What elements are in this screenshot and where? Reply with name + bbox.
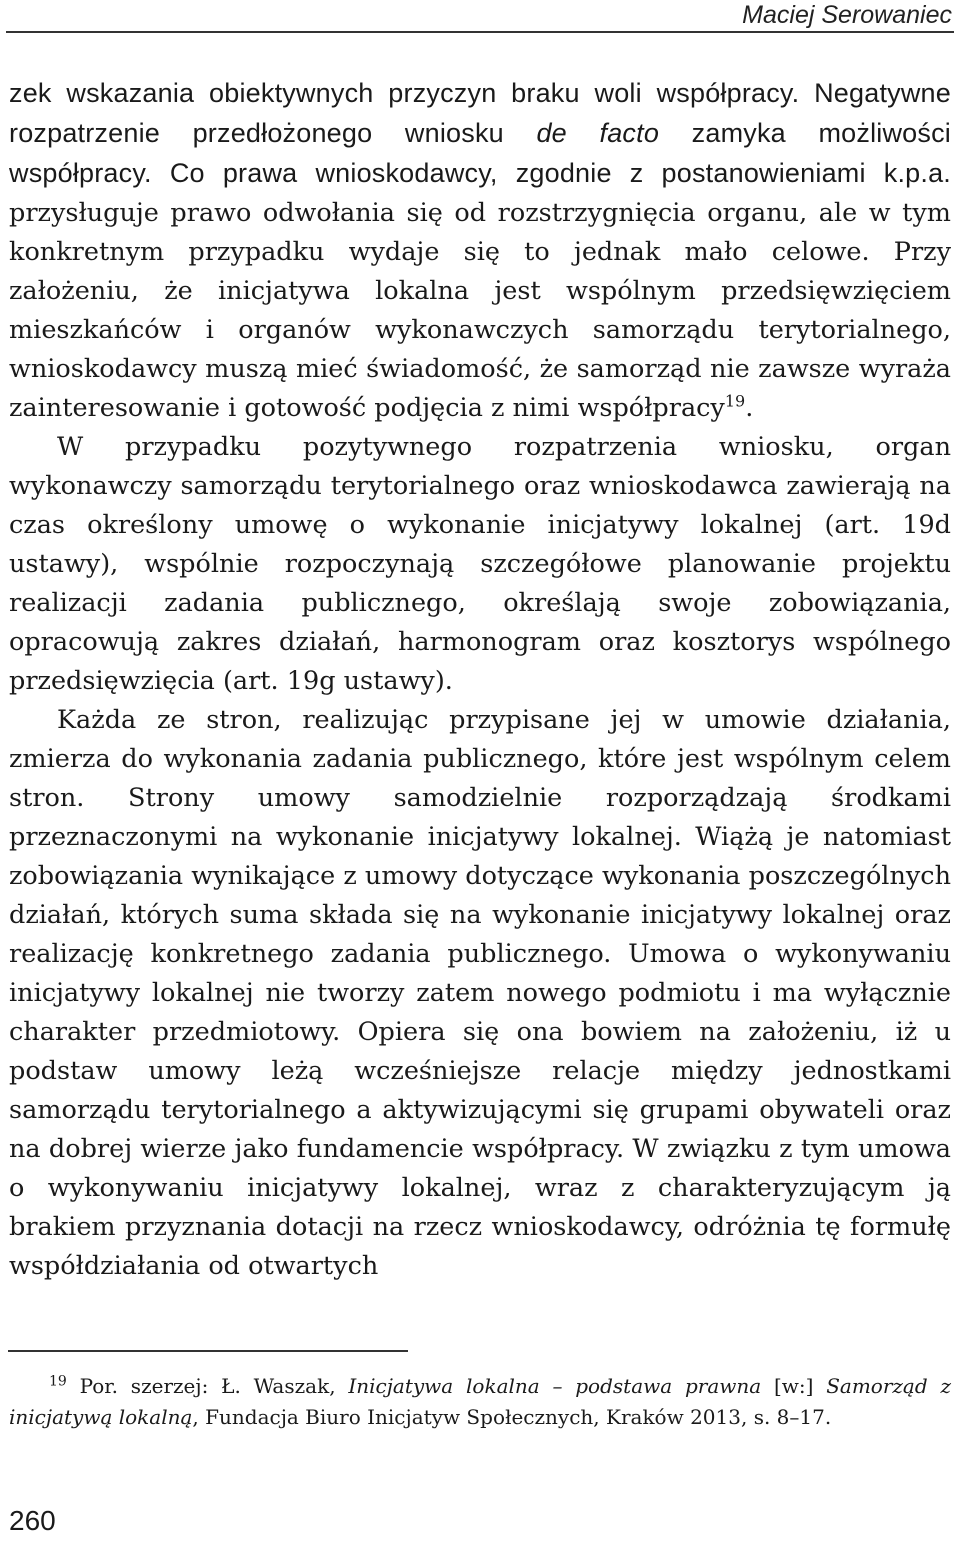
footnote-number: 19 bbox=[49, 1373, 67, 1390]
footnote-rule bbox=[8, 1350, 408, 1352]
footnote-book-title: Samorząd z inicjatywą lokalną bbox=[9, 1374, 951, 1429]
paragraph-1-italic-phrase: de facto bbox=[536, 118, 660, 148]
footnote-title: Inicjatywa lokalna – podstawa prawna bbox=[348, 1374, 762, 1398]
main-text bbox=[9, 74, 951, 1286]
paragraph-1-serif: przysługuje prawo odwołania się od rozstrzygnięcia organu, ale w tym konkretnym przypadku wydaje się to jednak mało celowe. Przy założeniu, że inicjatywa lokalna jest wspólnym przedsięwzięciem mieszkańców i organów wykonawczych samorządu terytorialnego, wnioskodawcy muszą mieć świadomość, że samorząd nie zawsze wyraża zainteresowanie i gotowość podjęcia z nimi współpracy bbox=[9, 198, 951, 423]
page-number: 260 bbox=[9, 1505, 56, 1536]
footnote-text-a: Por. szerzej: Ł. Waszak, bbox=[66, 1374, 349, 1398]
running-head-author: Maciej Serowaniec bbox=[742, 1, 952, 29]
paragraph-1 bbox=[9, 74, 951, 428]
paragraph-3: Każda ze stron, realizując przypisane jej w umowie działania, zmierza do wykonania zadania publicznego, które jest wspólnym celem stron. Strony umowy samodzielnie rozporządzają środkami przeznaczonymi na wykonanie inicjatywy lokalnej. Wiążą je natomiast zobowiązania wynikające z umowy dotyczące wykonania poszczególnych działań, których suma składa się na wykonanie inicjatywy lokalnej oraz realizację konkretnego zadania publicznego. Umowa o wykonywaniu inicjatywy lokalnej nie tworzy zatem nowego podmiotu i ma wyłącznie charakter przedmiotowy. Opiera się ona bowiem na założeniu, iż u podstaw umowy leżą wcześniejsze relacje między jednostkami samorządu terytorialnego a aktywizującymi się grupami obywateli oraz na dobrej wierze jako fundamencie współpracy. W związku z tym umowa o wykonywaniu inicjatywy lokalnej, wraz z charakteryzującym ją brakiem przyznania dotacji na rzecz wnioskodawcy, odróżnia tę formułę współdziałania od otwartych bbox=[9, 705, 951, 1281]
footnote-19 bbox=[9, 1371, 951, 1433]
footnote-reference[interactable]: 19 bbox=[724, 391, 746, 411]
footnote-text-c: , Fundacja Biuro Inicjatyw Społecznych, Kraków 2013, s. 8–17. bbox=[192, 1405, 832, 1429]
paragraph-1-sans-start: zek wskazania obiektywnych przyczyn braku woli współpracy. Negatywne rozpatrzenie przedłożonego wniosku bbox=[9, 78, 951, 148]
paragraph-1-sans-end: zamyka możliwości współpracy. Co prawa wnioskodawcy, zgodnie z postanowieniami k.p.a. bbox=[9, 118, 951, 188]
header-rule bbox=[6, 31, 954, 33]
footnote-text-b: [w:] bbox=[761, 1374, 827, 1398]
paragraph-2: W przypadku pozytywnego rozpatrzenia wniosku, organ wykonawczy samorządu terytorialnego oraz wnioskodawca zawierają na czas określony umowę o wykonanie inicjatywy lokalnej (art. 19d ustawy), wspólnie rozpoczynają szczegółowe planowanie projektu realizacji zadania publicznego, określają swoje zobowiązania, opracowują zakres działań, harmonogram oraz kosztorys wspólnego przedsięwzięcia (art. 19g ustawy). bbox=[9, 432, 951, 696]
paragraph-1-end: . bbox=[745, 393, 754, 423]
